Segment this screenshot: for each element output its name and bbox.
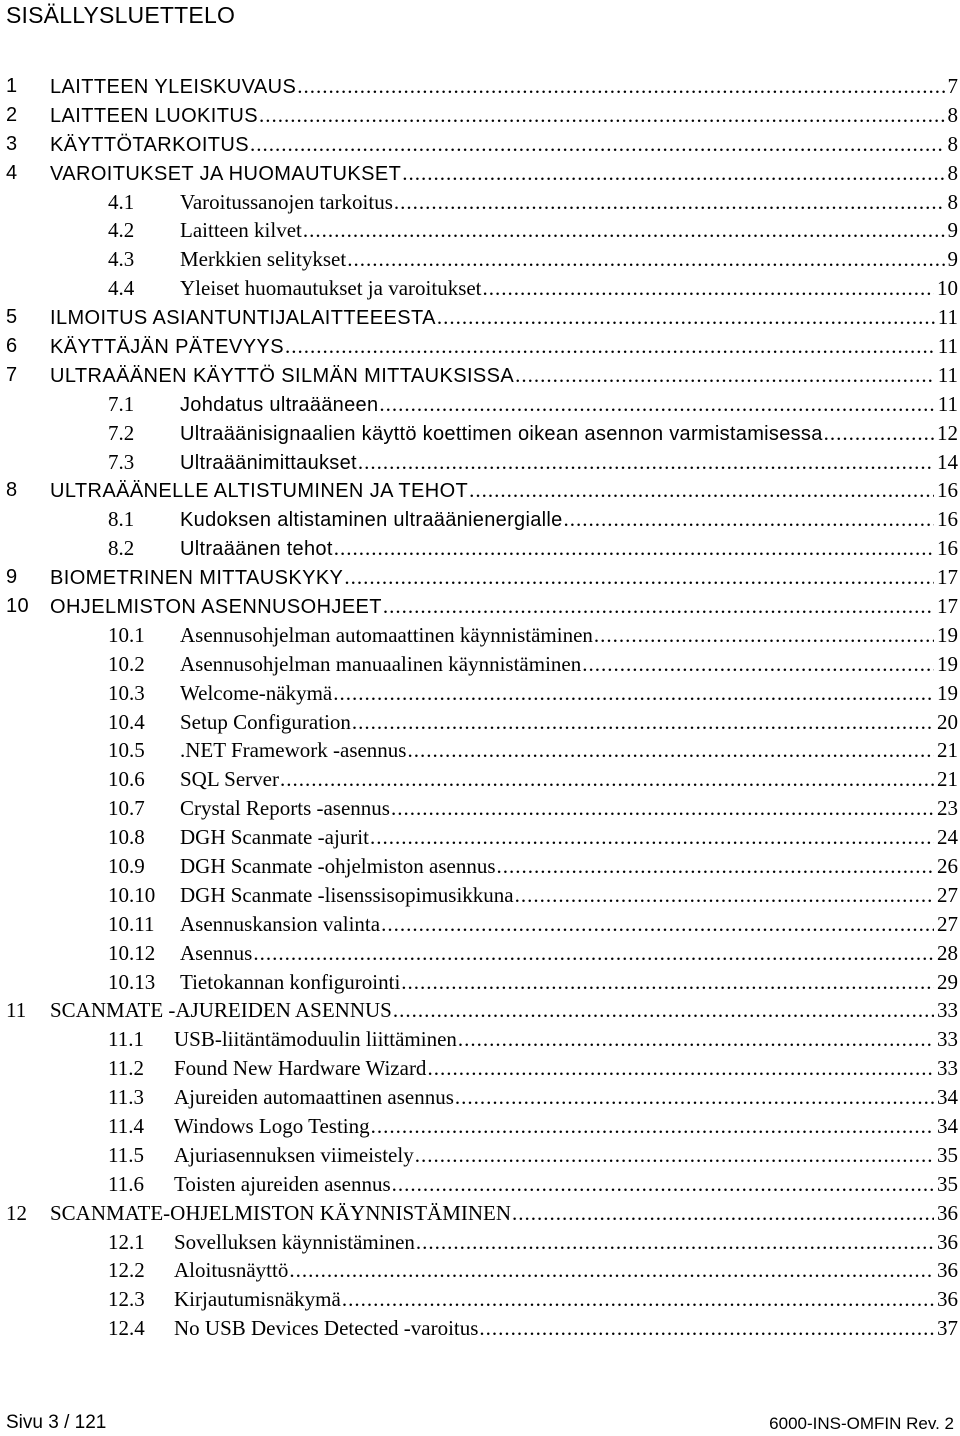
toc-entry-title: Kudoksen altistaminen ultraäänienergialle: [180, 509, 563, 532]
toc-entry-title: .NET Framework -asennus: [180, 738, 407, 763]
toc-entry-title: LAITTEEN LUOKITUS: [50, 104, 258, 127]
toc-chapter[interactable]: [0, 303, 960, 332]
toc-entry-title: Found New Hardware Wizard: [174, 1056, 427, 1081]
toc-chapter[interactable]: [0, 1199, 960, 1228]
toc-dot-leader: [333, 681, 934, 706]
toc-dot-leader: [402, 161, 944, 186]
toc-entry-line: [180, 392, 958, 417]
toc-entry-title: Welcome-näkymä: [180, 680, 333, 705]
toc-entry-line: [180, 970, 958, 995]
toc-entry-line: [50, 132, 958, 157]
toc-entry-number: 7.3: [108, 449, 135, 474]
toc-entry-line: [174, 1316, 958, 1341]
toc-entry-number: 10.7: [108, 796, 145, 821]
toc-entry-page: 11: [937, 391, 958, 416]
toc-entry-number: 9: [6, 566, 18, 589]
toc-entry-title: Ultraäänimittaukset: [180, 451, 357, 474]
toc-section[interactable]: [0, 621, 960, 650]
toc-entry-number: 2: [6, 103, 18, 126]
toc-dot-leader: [515, 883, 934, 908]
toc-entry-line: [180, 796, 958, 821]
toc-entry-line: [174, 1172, 958, 1197]
toc-section[interactable]: [0, 1285, 960, 1314]
toc-section[interactable]: [0, 245, 960, 274]
toc-entry-page: 7: [947, 73, 958, 98]
toc-entry-line: [180, 507, 958, 532]
toc-entry-number: 11.2: [108, 1056, 144, 1081]
toc-section[interactable]: [0, 419, 960, 448]
toc-entry-page: 9: [947, 247, 958, 272]
toc-entry-number: 12.1: [108, 1229, 145, 1254]
toc-section[interactable]: [0, 1112, 960, 1141]
toc-entry-title: Windows Logo Testing: [174, 1114, 370, 1138]
toc-entry-title: BIOMETRINEN MITTAUSKYKY: [50, 567, 344, 590]
toc-dot-leader: [497, 854, 934, 879]
toc-entry-title: DGH Scanmate -ajurit: [180, 825, 369, 850]
toc-entry-number: 4.1: [108, 189, 135, 214]
toc-entry-number: 6: [6, 334, 18, 357]
toc-entry-number: 11.3: [108, 1085, 144, 1110]
toc-dot-leader: [582, 652, 934, 677]
toc-entry-line: [180, 941, 958, 966]
toc-dot-leader: [515, 363, 935, 388]
toc-chapter[interactable]: [0, 563, 960, 592]
toc-entry-title: No USB Devices Detected -varoitus: [174, 1316, 479, 1341]
toc-entry-line: [174, 1230, 958, 1255]
toc-entry-page: 35: [937, 1171, 958, 1196]
toc-dot-leader: [280, 767, 934, 792]
toc-entry-page: 12: [937, 420, 958, 445]
toc-entry-title: Johdatus ultraääneen: [180, 393, 379, 416]
toc-entry-title: KÄYTTÄJÄN PÄTEVYYS: [50, 335, 284, 358]
toc-dot-leader: [594, 623, 934, 648]
toc-dot-leader: [392, 1172, 934, 1197]
toc-entry-page: 16: [937, 478, 958, 503]
toc-entry-line: [50, 594, 958, 619]
toc-entry-number: 1: [6, 74, 18, 97]
toc-entry-line: [50, 1201, 958, 1226]
toc-chapter[interactable]: [0, 159, 960, 188]
page-number: Sivu 3 / 121: [6, 1412, 107, 1433]
toc-entry-page: 33: [937, 1027, 958, 1052]
toc-entry-line: [180, 421, 958, 446]
toc-section[interactable]: [0, 910, 960, 939]
toc-entry-page: 37: [937, 1316, 958, 1341]
toc-dot-leader: [344, 565, 934, 590]
toc-entry-page: 19: [937, 651, 958, 676]
toc-entry-page: 8: [947, 160, 958, 185]
toc-dot-leader: [285, 334, 935, 359]
toc-entry-number: 10: [6, 594, 30, 617]
toc-entry-line: [50, 74, 958, 99]
toc-entry-line: [180, 854, 958, 879]
toc-entry-line: [50, 998, 958, 1023]
toc-entry-line: [180, 883, 958, 908]
toc-entry-number: 10.10: [108, 882, 156, 907]
toc-section[interactable]: [0, 679, 960, 708]
toc-entry-page: 10: [937, 276, 958, 301]
toc-entry-page: 11: [937, 305, 958, 330]
toc-entry-title: DGH Scanmate -lisenssisopimusikkuna: [180, 882, 514, 907]
toc-section[interactable]: [0, 1228, 960, 1257]
toc-entry-page: 17: [937, 565, 958, 590]
toc-dot-leader: [289, 1258, 934, 1283]
toc-entry-number: 10.2: [108, 651, 145, 676]
toc-section[interactable]: [0, 794, 960, 823]
toc-dot-leader: [358, 450, 934, 475]
toc-entry-number: 10.12: [108, 940, 156, 965]
toc-entry-title: Asennusohjelman manuaalinen käynnistäminen: [180, 651, 582, 676]
toc-entry-number: 10.4: [108, 709, 145, 734]
toc-dot-leader: [352, 710, 934, 735]
toc-entry-line: [50, 565, 958, 590]
toc-entry-title: Merkkien selitykset: [180, 247, 347, 272]
toc-entry-line: [180, 218, 958, 243]
toc-dot-leader: [394, 190, 945, 215]
toc-entry-page: 11: [937, 333, 958, 358]
toc-entry-number: 10.1: [108, 622, 145, 647]
toc-entry-number: 7: [6, 363, 18, 386]
toc-entry-number: 10.3: [108, 680, 145, 705]
toc-section[interactable]: [0, 708, 960, 737]
toc-entry-title: Sovelluksen käynnistäminen: [174, 1229, 415, 1254]
toc-entry-number: 4: [6, 161, 18, 184]
toc-section[interactable]: [0, 1025, 960, 1054]
toc-section[interactable]: [0, 1054, 960, 1083]
toc-dot-leader: [437, 305, 935, 330]
toc-entry-page: 21: [937, 738, 958, 763]
toc-entry-number: 4.2: [108, 218, 135, 243]
toc-entry-title: OHJELMISTON ASENNUSOHJEET: [50, 595, 382, 618]
toc-entry-title: Setup Configuration: [180, 709, 351, 734]
toc-dot-leader: [512, 1201, 934, 1226]
toc-entry-number: 11.1: [108, 1027, 144, 1052]
toc-entry-page: 16: [937, 536, 958, 561]
toc-entry-title: Asennus: [180, 940, 253, 965]
toc-section[interactable]: [0, 823, 960, 852]
toc-section[interactable]: [0, 968, 960, 997]
toc-dot-leader: [253, 941, 934, 966]
toc-entry-page: 29: [937, 969, 958, 994]
toc-dot-leader: [370, 825, 934, 850]
toc-entry-page: 11: [937, 362, 958, 387]
toc-entry-line: [180, 450, 958, 475]
toc-entry-line: [180, 247, 958, 272]
toc-entry-line: [174, 1056, 958, 1081]
toc-dot-leader: [250, 132, 945, 157]
toc-entry-line: [174, 1287, 958, 1312]
toc-section[interactable]: [0, 852, 960, 881]
toc-entry-number: 10.11: [108, 911, 155, 936]
toc-entry-page: 8: [947, 189, 958, 214]
toc-entry-title: Crystal Reports -asennus: [180, 796, 390, 821]
toc-section[interactable]: [0, 939, 960, 968]
toc-entry-title: Toisten ajureiden asennus: [174, 1171, 391, 1196]
toc-entry-page: 21: [937, 767, 958, 792]
toc-entry-line: [180, 623, 958, 648]
toc-dot-leader: [824, 421, 934, 446]
toc-section[interactable]: [0, 216, 960, 245]
toc-entry-line: [180, 738, 958, 763]
toc-entry-title: Ajuriasennuksen viimeistely: [174, 1142, 414, 1167]
toc-dot-leader: [458, 1027, 934, 1052]
toc-entry-title: Ultraäänisignaalien käyttö koettimen oikean asennon varmistamisessa: [180, 422, 823, 445]
toc-entry-title: SCANMATE-OHJELMISTON KÄYNNISTÄMINEN: [50, 1200, 512, 1225]
toc-section[interactable]: [0, 1170, 960, 1199]
toc-dot-leader: [297, 74, 944, 99]
toc-dot-leader: [415, 1143, 934, 1168]
toc-entry-page: 26: [937, 853, 958, 878]
toc-entry-title: Varoitussanojen tarkoitus: [180, 189, 393, 214]
toc-entry-line: [180, 276, 958, 301]
toc-entry-number: 12.2: [108, 1258, 145, 1283]
toc-entry-line: [180, 825, 958, 850]
toc-entry-title: LAITTEEN YLEISKUVAUS: [50, 75, 297, 98]
toc-entry-line: [50, 363, 958, 388]
toc-dot-leader: [391, 796, 934, 821]
toc-section[interactable]: [0, 736, 960, 765]
toc-entry-page: 36: [937, 1287, 958, 1312]
toc-section[interactable]: [0, 1141, 960, 1170]
toc-entry-page: 36: [937, 1200, 958, 1225]
toc-chapter[interactable]: [0, 332, 960, 361]
toc-entry-title: USB-liitäntämoduulin liittäminen: [174, 1027, 457, 1052]
toc-entry-page: 19: [937, 622, 958, 647]
toc-dot-leader: [334, 536, 934, 561]
toc-entry-number: 11.5: [108, 1142, 144, 1167]
toc-entry-number: 12.4: [108, 1316, 145, 1341]
toc-entry-title: Asennuskansion valinta: [180, 911, 381, 936]
toc-entry-line: [174, 1027, 958, 1052]
toc-entry-number: 8: [6, 479, 18, 502]
toc-entry-page: 36: [937, 1258, 958, 1283]
toc-entry-number: 10.9: [108, 853, 145, 878]
toc-dot-leader: [371, 1114, 934, 1139]
toc-dot-leader: [381, 912, 934, 937]
toc-chapter[interactable]: [0, 72, 960, 101]
toc-entry-title: VAROITUKSET JA HUOMAUTUKSET: [50, 162, 402, 185]
toc-entry-page: 27: [937, 882, 958, 907]
page-title: SISÄLLYSLUETTELO: [6, 2, 236, 28]
toc-entry-number: 10.5: [108, 738, 145, 763]
toc-dot-leader: [303, 218, 945, 243]
toc-section[interactable]: [0, 188, 960, 217]
toc-entry-page: 8: [947, 131, 958, 156]
toc-dot-leader: [379, 392, 934, 417]
toc-dot-leader: [347, 247, 944, 272]
toc-entry-line: [174, 1143, 958, 1168]
toc-chapter[interactable]: [0, 592, 960, 621]
toc-entry-number: 10.6: [108, 767, 145, 792]
toc-dot-leader: [393, 998, 934, 1023]
toc-entry-page: 23: [937, 796, 958, 821]
document-code: 6000-INS-OMFIN Rev. 2: [769, 1414, 954, 1433]
toc-dot-leader: [483, 276, 934, 301]
toc-section[interactable]: [0, 881, 960, 910]
toc-entry-title: Kirjautumisnäkymä: [174, 1287, 341, 1312]
toc-entry-number: 11: [6, 998, 27, 1023]
table-of-contents: [0, 72, 960, 1343]
toc-entry-number: 7.1: [108, 391, 135, 416]
toc-entry-line: [180, 710, 958, 735]
toc-entry-page: 34: [937, 1085, 958, 1110]
toc-entry-page: 34: [937, 1114, 958, 1138]
toc-entry-line: [180, 681, 958, 706]
toc-dot-leader: [455, 1085, 934, 1110]
toc-entry-number: 8.1: [108, 507, 135, 532]
toc-entry-page: 19: [937, 680, 958, 705]
toc-entry-title: Ultraäänen tehot: [180, 538, 333, 561]
toc-section[interactable]: [0, 534, 960, 563]
toc-entry-number: 4.4: [108, 276, 135, 301]
toc-entry-line: [174, 1258, 958, 1283]
toc-entry-page: 24: [937, 825, 958, 850]
toc-section[interactable]: [0, 448, 960, 477]
toc-dot-leader: [469, 478, 934, 503]
toc-entry-line: [50, 103, 958, 128]
toc-entry-title: Asennusohjelman automaattinen käynnistäminen: [180, 622, 593, 647]
toc-chapter[interactable]: [0, 476, 960, 505]
toc-entry-page: 36: [937, 1229, 958, 1254]
toc-entry-title: SCANMATE -AJUREIDEN ASENNUS: [50, 998, 392, 1023]
toc-entry-number: 3: [6, 132, 18, 155]
toc-chapter[interactable]: [0, 997, 960, 1026]
toc-entry-line: [50, 478, 958, 503]
toc-entry-page: 8: [947, 102, 958, 127]
toc-entry-page: 28: [937, 940, 958, 965]
toc-chapter[interactable]: [0, 130, 960, 159]
toc-section[interactable]: [0, 1314, 960, 1343]
toc-entry-title: Ajureiden automaattinen asennus: [174, 1085, 454, 1110]
toc-entry-number: 12: [6, 1200, 27, 1225]
toc-dot-leader: [564, 507, 934, 532]
toc-entry-number: 5: [6, 306, 18, 329]
toc-entry-line: [174, 1085, 958, 1110]
toc-entry-line: [50, 305, 958, 330]
toc-entry-number: 11.4: [108, 1114, 144, 1138]
toc-entry-line: [180, 767, 958, 792]
toc-entry-title: ULTRAÄÄNEN KÄYTTÖ SILMÄN MITTAUKSISSA: [50, 364, 515, 387]
toc-entry-title: Laitteen kilvet: [180, 218, 302, 243]
toc-entry-number: 10.13: [108, 969, 156, 994]
toc-entry-number: 11.6: [108, 1171, 144, 1196]
toc-dot-leader: [342, 1287, 934, 1312]
toc-entry-page: 17: [937, 593, 958, 618]
toc-dot-leader: [407, 738, 934, 763]
toc-dot-leader: [259, 103, 945, 128]
toc-dot-leader: [479, 1316, 934, 1341]
toc-section[interactable]: [0, 650, 960, 679]
toc-entry-title: Aloitusnäyttö: [174, 1258, 289, 1283]
toc-dot-leader: [383, 594, 934, 619]
toc-dot-leader: [416, 1230, 934, 1255]
toc-entry-page: 35: [937, 1142, 958, 1167]
toc-section[interactable]: [0, 274, 960, 303]
toc-entry-line: [180, 190, 958, 215]
toc-chapter[interactable]: [0, 101, 960, 130]
toc-section[interactable]: [0, 1257, 960, 1286]
toc-entry-page: 9: [947, 218, 958, 243]
toc-section[interactable]: [0, 1083, 960, 1112]
toc-entry-line: [180, 652, 958, 677]
toc-section[interactable]: [0, 765, 960, 794]
toc-entry-number: 7.2: [108, 420, 135, 445]
toc-entry-number: 8.2: [108, 536, 135, 561]
toc-entry-line: [50, 334, 958, 359]
toc-entry-page: 33: [937, 1056, 958, 1081]
toc-entry-title: ILMOITUS ASIANTUNTIJALAITTEEESTA: [50, 307, 436, 330]
toc-section[interactable]: [0, 390, 960, 419]
toc-chapter[interactable]: [0, 361, 960, 390]
toc-entry-number: 10.8: [108, 825, 145, 850]
toc-section[interactable]: [0, 505, 960, 534]
toc-entry-title: ULTRAÄÄNELLE ALTISTUMINEN JA TEHOT: [50, 480, 469, 503]
toc-entry-page: 16: [937, 507, 958, 532]
toc-entry-title: Tietokannan konfigurointi: [180, 969, 401, 994]
toc-entry-line: [180, 536, 958, 561]
toc-entry-line: [174, 1114, 958, 1139]
toc-entry-page: 14: [937, 449, 958, 474]
toc-entry-page: 27: [937, 911, 958, 936]
toc-entry-title: KÄYTTÖTARKOITUS: [50, 133, 249, 156]
toc-entry-title: SQL Server: [180, 767, 279, 792]
toc-entry-line: [180, 912, 958, 937]
toc-dot-leader: [427, 1056, 934, 1081]
toc-entry-title: Yleiset huomautukset ja varoitukset: [180, 276, 482, 301]
toc-entry-number: 4.3: [108, 247, 135, 272]
toc-entry-line: [50, 161, 958, 186]
toc-entry-page: 20: [937, 709, 958, 734]
toc-entry-number: 12.3: [108, 1287, 145, 1312]
toc-entry-title: DGH Scanmate -ohjelmiston asennus: [180, 853, 496, 878]
toc-entry-page: 33: [937, 998, 958, 1023]
toc-dot-leader: [401, 970, 934, 995]
